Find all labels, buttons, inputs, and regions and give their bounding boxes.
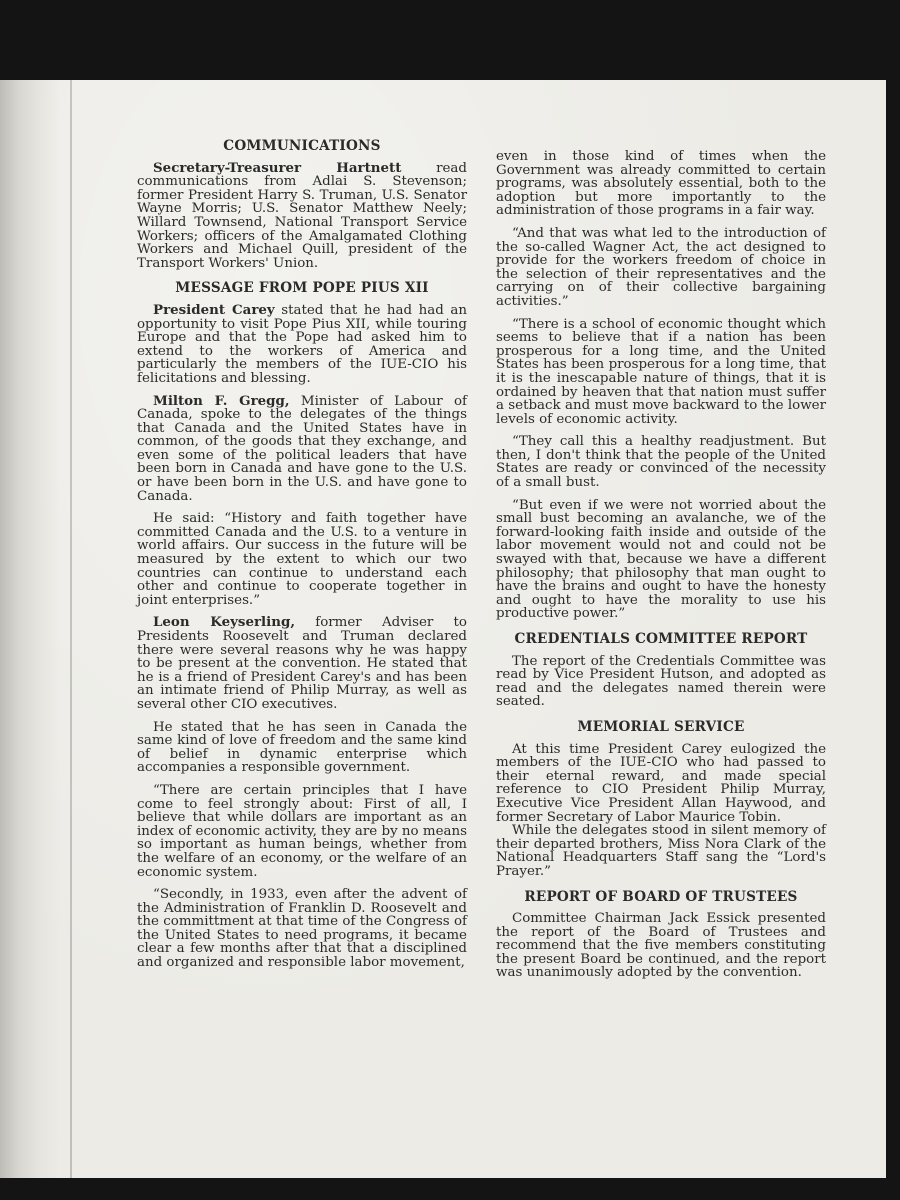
wagner-act-paragraph: “And that was what led to the introduction of the so-called Wagner Act, the act designed to provide for the workers freedom of choice in the selection of their representatives and the carrying on of their collective bargaining activities.” [496,225,826,309]
pope-message-heading: MESSAGE FROM POPE PIUS XII [175,280,429,297]
economic-thought-paragraph: “There is a school of economic thought which seems to believe that if a nation has been prosperous for a long time, and the United States has been prosperous for a long time, that it is the inescapable nature of things, that it is ordained by heaven that that nation must suffer a setback and must move backward to the lower levels of economic activity. [496,316,826,427]
continued-paragraph: even in those kind of times when the Government was already committed to certain programs, was absolutely essential, both to the adoption but more importantly to the administration of those programs in a fair way. [496,149,826,219]
keyserling-canada-paragraph: He stated that he has seen in Canada the same kind of love of freedom and the same kind of belief in dynamic enterprise which accompanies a responsible government. [137,719,467,776]
speaker-name: Secretary-Treasurer Hartnett [153,159,402,176]
principles-paragraph: “There are certain principles that I have come to feel strongly about: First of all, I believe that while dollars are important as an index of economic activity, they are by no means so important as human beings, whether from the welfare of an economy, or the welfare of an economic system. [137,782,467,880]
speaker-name: Leon Keyserling, [153,614,295,631]
left-column [137,140,467,979]
speaker-name: President Carey [153,301,275,318]
paragraph-text: read communications from Adlai S. Stevenson; former President Harry S. Truman, U.S. Senator Wayne Morris; U.S. Senator Matthew Neely; Willard Townsend, National Transport Service Workers; officers of the Amalgamated Clothing Workers and Michael Quill, president of the Transport Workers' Union. [137,160,467,271]
memorial-paragraph: At this time President Carey eulogized the members of the IUE-CIO who had passed to their eternal reward, and made special reference to CIO President Philip Murray, Executive Vice President Allan Haywood, and former Secretary of Labor Maurice Tobin. [496,741,826,825]
speaker-name: Milton F. Gregg, [153,392,290,409]
page-fold-line [70,80,72,1178]
paragraph-text: Minister of Labour of Canada, spoke to the delegates of the things that Canada and the United States have in common, of the goods that they exchange, and even some of the political leaders that have been born in Canada and have gone to the U.S. or have been born in the U.S. and have gone to Canada. [137,393,467,504]
credentials-paragraph: The report of the Credentials Committee was read by Vice President Hutson, and adopted as read and the delegates named therein were seated. [496,653,826,710]
trustees-heading: REPORT OF BOARD OF TRUSTEES [524,888,798,905]
keyserling-paragraph [137,616,467,711]
carey-paragraph [137,301,467,386]
communications-paragraph [137,159,467,271]
readjustment-paragraph: “They call this a healthy readjustment. But then, I don't think that the people of the United States are ready or convinced of the necessity of a small bust. [496,434,826,491]
avalanche-paragraph: “But even if we were not worried about the small bust becoming an avalanche, we of the forward-looking faith inside and outside of the labor movement would not and could not be swayed with that, because we have a different philosophy; that philosophy that man ought to have the brains and ought to have the honesty and ought to have the morality to use his productive power.” [496,497,826,622]
trustees-paragraph: Committee Chairman Jack Essick presented the report of the Board of Trustees and recommend that the five members constituting the present Board be continued, and the report was unanimously adopted by the convention. [496,911,826,981]
paragraph-text: former Adviser to Presidents Roosevelt and Truman declared there were several reasons why he was happy to be present at the convention. He stated that he is a friend of President Carey's and has been an intimate friend of Philip Murray, as well as several other CIO executives. [137,615,467,712]
paragraph-text: stated that he had had an opportunity to visit Pope Pius XII, while touring Europe and that the Pope had asked him to extend to the workers of America and particularly the members of the IUE-CIO his felicitations and blessing. [137,302,467,386]
binding-gutter-shadow [0,80,60,1178]
memorial-heading: MEMORIAL SERVICE [577,718,745,735]
right-column [496,150,826,989]
communications-heading: COMMUNICATIONS [223,138,381,154]
credentials-heading: CREDENTIALS COMMITTEE REPORT [514,631,808,647]
gregg-paragraph [137,392,467,504]
gregg-quote-paragraph: He said: “History and faith together have committed Canada and the U.S. to a venture in world affairs. Our success in the future will be measured by the extent to which our two countries can continue to understand each other and continue to cooperate together in joint enterprises.” [137,511,467,608]
secondly-paragraph: “Secondly, in 1933, even after the advent of the Administration of Franklin D. Roosevelt and the committment at that time of the Congress of the United States to need programs, it became clear a few months after that that a disciplined and organized and responsible labor movement, [137,887,467,971]
memorial-prayer-paragraph: While the delegates stood in silent memory of their departed brothers, Miss Nora Clark of the National Headquarters Staff sang the “Lord's Prayer.” [496,823,826,879]
